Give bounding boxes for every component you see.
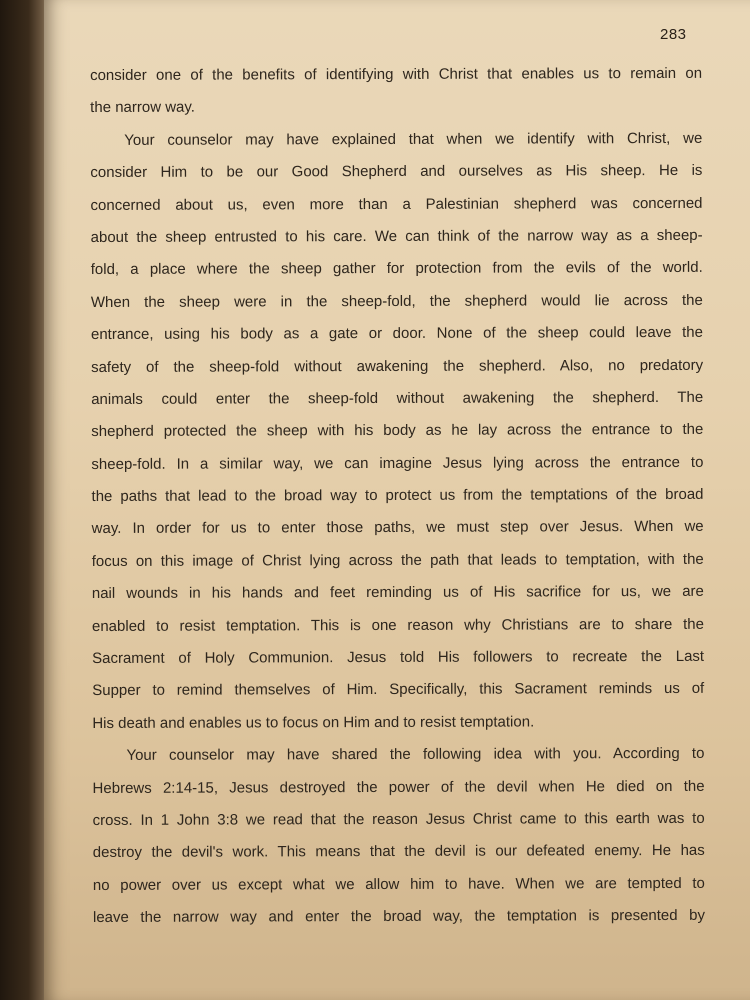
book-page — [44, 0, 750, 1000]
text-line: entrance, using his body as a gate or door. None of the sheep could leave the — [90, 323, 703, 344]
text-line: sheep-fold. In a similar way, we can imagine Jesus lying across the entrance to — [91, 453, 704, 473]
text-line: cross. In 1 John 3:8 we read that the reason Jesus Christ came to this earth was to — [92, 809, 705, 829]
text-line: the narrow way. — [90, 99, 195, 117]
text-line: the paths that lead to the broad way to protect us from the temptations of the broad — [91, 485, 704, 506]
text-line: Hebrews 2:14-15, Jesus destroyed the power of the devil when He died on the — [92, 777, 705, 797]
text-line: His death and enables us to focus on Him and to resist temptation. — [92, 713, 535, 732]
text-line: shepherd protected the sheep with his body as he lay across the entrance to the — [91, 421, 704, 441]
text-line: leave the narrow way and enter the broad way, the temptation is presented by — [92, 907, 706, 927]
text-line: Your counselor may have explained that when we identify with Christ, we — [124, 129, 703, 149]
text-line: fold, a place where the sheep gather for protection from the evils of the world. — [90, 259, 703, 279]
text-line: nail wounds in his hands and feet reminding us of His sacrifice for us, we are — [91, 583, 704, 603]
text-line: concerned about us, even more than a Palestinian shepherd was concerned — [90, 194, 703, 214]
text-line: about the sheep entrusted to his care. We can think of the narrow way as a sheep- — [90, 226, 703, 246]
text-line: way. In order for us to enter those paths, we must step over Jesus. When we — [91, 518, 704, 538]
body-text — [90, 58, 705, 935]
text-line: destroy the devil's work. This means that the devil is our defeated enemy. He has — [92, 842, 705, 862]
text-line: Sacrament of Holy Communion. Jesus told His followers to recreate the Last — [92, 647, 705, 668]
page-number: 283 — [660, 26, 687, 43]
text-line: animals could enter the sheep-fold without awakening the shepherd. The — [91, 388, 704, 408]
text-line: Your counselor may have shared the following idea with you. According to — [126, 745, 705, 765]
text-line: enabled to resist temptation. This is one reason why Christians are to share the — [91, 615, 705, 635]
text-line: Supper to remind themselves of Him. Specifically, this Sacrament reminds us of — [92, 680, 705, 700]
text-line: When the sheep were in the sheep-fold, the shepherd would lie across the — [90, 291, 703, 311]
text-line: focus on this image of Christ lying across the path that leads to temptation, with the — [91, 550, 704, 570]
text-line: consider one of the benefits of identifying with Christ that enables us to remain on — [90, 64, 703, 84]
text-line: no power over us except what we allow him to have. When we are tempted to — [92, 874, 705, 894]
text-line: safety of the sheep-fold without awakening the shepherd. Also, no predatory — [91, 356, 704, 376]
text-line: consider Him to be our Good Shepherd and ourselves as His sheep. He is — [90, 162, 703, 182]
